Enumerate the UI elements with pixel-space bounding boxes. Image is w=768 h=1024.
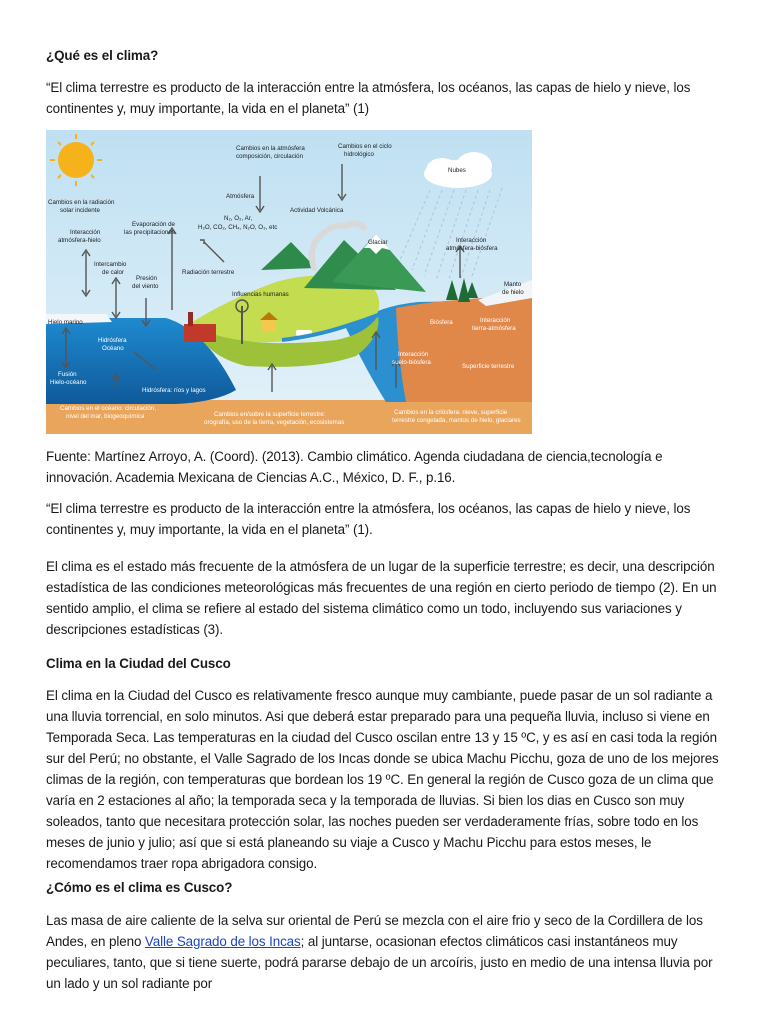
definition-paragraph: El clima es el estado más frecuente de la atmósfera de un lugar de la superficie terrestre; es decir, una descripción estadística de las condiciones meteorológicas más frecuentes de una región en cierto periodo de tiempo (2). En un sentido amplio, el clima se refiere al estado del sistema climático como un todo, incluyendo sus variaciones y descripciones estadísticas (3).: [46, 559, 717, 637]
label-intercambio: Intercambio: [94, 261, 127, 268]
label-del-viento: del viento: [132, 283, 159, 290]
quote-paragraph-2: “El clima terrestre es producto de la interacción entre la atmósfera, los océanos, las capas de hielo y nieve, los continentes y, muy importante, la vida en el planeta” (1).: [46, 501, 691, 537]
label-gases-2: H₂O, CO₂, CH₄, N₂O, O₃, etc: [198, 224, 278, 231]
heading-que-es-el-clima: ¿Qué es el clima?: [46, 48, 159, 63]
house-icon: [262, 320, 276, 332]
sun-icon: [58, 142, 94, 178]
label-interaccion-atm-hielo: Interacción: [70, 229, 101, 236]
label-glaciar: Glaciar: [368, 239, 388, 246]
label-cambios-atmosfera: Cambios en la atmósfera: [236, 145, 305, 152]
label-cambios-oceano-1: Cambios en el océano: circulación,: [60, 405, 156, 412]
label-superficie: Superficie terrestre: [462, 363, 515, 370]
label-hielo-marino: Hielo marino: [48, 319, 83, 326]
heading-como-es-clima: ¿Cómo es el clima es Cusco?: [46, 880, 233, 895]
label-hidrosfera: Hidrósfera: [98, 337, 127, 344]
heading-clima-cusco: Clima en la Ciudad del Cusco: [46, 656, 231, 671]
label-biosfera: Biósfera: [430, 319, 453, 326]
valle-sagrado-link[interactable]: Valle Sagrado de los Incas: [144, 934, 301, 949]
label-suelo-bio: suelo-biósfera: [392, 359, 431, 366]
air-mass-paragraph: [46, 910, 726, 994]
label-cambios-criosfera-1: Cambios en la criósfera: nieve, superficie: [394, 409, 508, 416]
land-right: [396, 296, 532, 402]
label-de-calor: de calor: [102, 269, 125, 276]
quote-paragraph: “El clima terrestre es producto de la interacción entre la atmósfera, los océanos, las capas de hielo y nieve, los continentes y, muy importante, la vida en el planeta” (1): [46, 80, 691, 116]
label-tierra-atm: tierra-atmósfera: [472, 325, 516, 332]
label-fusion: Fusión: [58, 371, 77, 378]
label-actividad-volcanica: Actividad Volcánica: [290, 207, 344, 214]
label-cambios-radiacion: Cambios en la radiación: [48, 199, 115, 206]
label-hielo-oceano: Hielo-océano: [50, 379, 87, 386]
label-oceano: Océano: [102, 345, 124, 352]
label-gases-1: N₂, O₂, Ar,: [224, 215, 253, 222]
factory-icon: [184, 324, 216, 342]
label-interaccion-tierra: Interacción: [480, 317, 511, 324]
label-interaccion-atm-bio: Interacción: [456, 237, 487, 244]
label-manto: Manto: [504, 281, 522, 288]
source-citation: Fuente: Martínez Arroyo, A. (Coord). (2013). Cambio climático. Agenda ciudadana de ciencia,tecnología e innovación. Academia Mexicana de Ciencias A.C., México, D. F., p.16.: [46, 449, 663, 485]
label-radiacion-terrestre: Radiación terrestre: [182, 269, 235, 276]
paragraph-text-before-link: Las masa de aire caliente de la selva sur oriental de Perú se mezcla con el aire frio y seco de la Cordillera de los Andes, en pleno: [46, 913, 703, 949]
label-hidrologico: hidrológico: [344, 151, 374, 158]
label-nubes: Nubes: [448, 167, 466, 174]
label-cambios-superficie-1: Cambios en/sobre la superficie terrestre:: [214, 411, 326, 418]
label-composicion: composición, circulación: [236, 153, 304, 160]
label-solar-incidente: solar incidente: [60, 207, 100, 214]
label-de-hielo: de hielo: [502, 289, 524, 296]
paragraph-text-after-link: ; al juntarse, ocasionan efectos climáticos casi instantáneos muy peculiares, tanto, que si tiene suerte, podrá pararse debajo de un arcoíris, justo en medio de una intensa lluvia por un lado y un sol radiante por: [46, 934, 713, 991]
label-influencias-humanas: Influencias humanas: [232, 291, 289, 298]
label-atm-bio: atmósfera-biósfera: [446, 245, 498, 252]
label-atm-hielo: atmósfera-hielo: [58, 237, 101, 244]
cusco-climate-paragraph: El clima en la Ciudad del Cusco es relativamente fresco aunque muy cambiante, puede pasar de un sol radiante a una lluvia torrencial, en solo minutos. Asi que deberá estar preparado para una pequeña lluvia, incluso si viene en Temporada Seca. Las temperaturas en la ciudad del Cusco oscilan entre 13 y 15 ºC, y es así en casi toda la región sur del Perú; no obstante, el Valle Sagrado de los Incas donde se ubica Machu Picchu, goza de uno de los mejores climas de la región, con temperaturas que bordean los 19 ºC. En general la región de Cusco goza de un clima que varía en 2 estaciones al año; la temporada seca y la temporada de lluvias. Si bien los dias en Cusco son muy soleados, tanto que necesitara protección solar, las noches pueden ser verdaderamente frías, sobre todo en los meses de junio y julio; así que si está planeando su viaje a Cusco y Machu Picchu para estos meses, le recomendamos traer ropa abrigadora consigo.: [46, 688, 719, 871]
label-presion: Presión: [136, 275, 157, 282]
label-rios-lagos: Hidrósfera: ríos y lagos: [142, 387, 206, 394]
label-cambios-criosfera-2: terrestre congelada, mantos de hielo, glaciares: [392, 417, 521, 424]
label-evaporacion: Evaporación de: [132, 221, 175, 228]
label-cambios-ciclo: Cambios en el ciclo: [338, 143, 392, 150]
label-precipitaciones: las precipitaciones: [124, 229, 175, 236]
label-interaccion-suelo: Interacción: [398, 351, 429, 358]
factory-chimney: [188, 312, 193, 326]
climate-system-diagram: [46, 130, 532, 434]
label-cambios-oceano-2: nivel del mar, biogeoquímica: [66, 413, 145, 420]
label-cambios-superficie-2: orografía, uso de la tierra, vegetación, ecosistemas: [204, 419, 345, 426]
label-atmosfera: Atmósfera: [226, 193, 255, 200]
